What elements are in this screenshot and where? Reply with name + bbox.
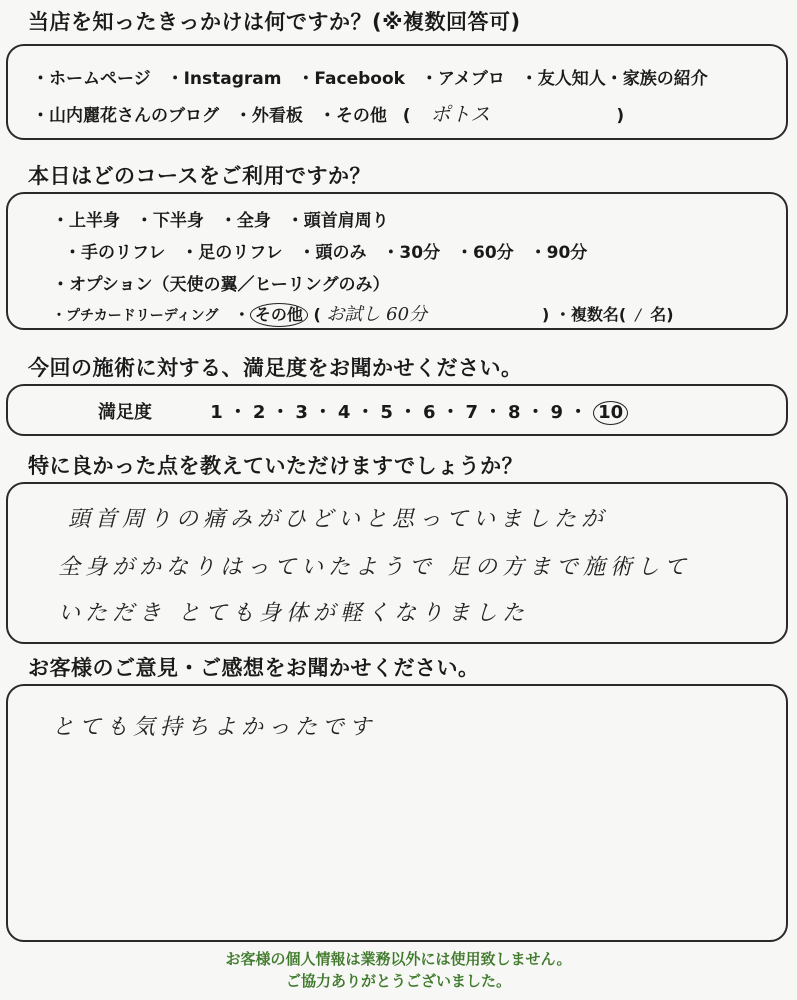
q1-options-row1 bbox=[32, 64, 718, 89]
q5-answer-line: とても気持ちよかったです bbox=[52, 715, 377, 740]
q1-option-homepage[interactable]: ・ホームページ bbox=[32, 69, 151, 89]
q1-option-ameblo[interactable]: ・アメブロ bbox=[420, 69, 505, 89]
satisfaction-option-7[interactable]: 7 bbox=[465, 402, 478, 423]
q2-option-other-circled[interactable]: その他 bbox=[250, 303, 308, 327]
scale-separator: ・ bbox=[228, 402, 247, 423]
q2-option-foot-reflexology[interactable]: ・足のリフレ bbox=[181, 243, 283, 263]
q4-answer-line: 頭首周りの痛みがひどいと思っていましたが bbox=[68, 507, 609, 532]
satisfaction-option-4[interactable]: 4 bbox=[337, 402, 351, 423]
q2-option-head-only[interactable]: ・頭のみ bbox=[298, 243, 367, 263]
q4-box bbox=[6, 482, 788, 644]
q2-option-upper-body[interactable]: ・上半身 bbox=[52, 211, 120, 231]
satisfaction-option-5[interactable]: 5 bbox=[380, 402, 393, 423]
q1-option-blog[interactable]: ・山内麗花さんのブログ bbox=[32, 106, 219, 126]
q1-options-row2 bbox=[32, 98, 624, 127]
satisfaction-option-6[interactable]: 6 bbox=[422, 402, 436, 423]
q2-option-head-neck-shoulder[interactable]: ・頭首肩周り bbox=[286, 211, 389, 231]
scale-separator: ・ bbox=[356, 402, 375, 423]
satisfaction-option-3[interactable]: 3 bbox=[295, 402, 308, 423]
q2-option-lower-body[interactable]: ・下半身 bbox=[135, 211, 204, 231]
q2-row2 bbox=[64, 238, 597, 263]
q2-option-add-on[interactable]: ・オプション（天使の翼／ヒーリングのみ） bbox=[52, 275, 390, 295]
q2-option-60min[interactable]: ・60分 bbox=[456, 243, 514, 263]
q3-satisfaction-label: 満足度 bbox=[98, 402, 152, 423]
q2-option-card-reading[interactable]: ・プチカードリーディング bbox=[52, 308, 219, 324]
q2-other-close-paren: ) bbox=[541, 305, 550, 324]
q3-satisfaction-scale bbox=[204, 402, 634, 423]
q2-option-90min[interactable]: ・90分 bbox=[529, 243, 588, 263]
scale-separator: ・ bbox=[313, 402, 332, 423]
q5-box bbox=[6, 684, 788, 942]
satisfaction-option-9[interactable]: 9 bbox=[550, 402, 564, 423]
q2-row4 bbox=[52, 300, 674, 327]
satisfaction-option-1[interactable]: 1 bbox=[210, 402, 223, 423]
scale-separator: ・ bbox=[569, 402, 588, 423]
q1-option-instagram[interactable]: ・Instagram bbox=[166, 69, 282, 89]
q1-option-friend-family[interactable]: ・友人知人・家族の紹介 bbox=[520, 69, 708, 89]
footer-privacy-note: お客様の個人情報は業務以外には使用致しません。 bbox=[225, 950, 572, 968]
q3-box bbox=[6, 384, 788, 436]
q2-option-hand-reflexology[interactable]: ・手のリフレ bbox=[64, 243, 166, 263]
q1-other-answer[interactable]: ポトス bbox=[430, 102, 491, 126]
q2-option-multiple-people[interactable]: ・複数名( bbox=[554, 305, 627, 324]
footer-thanks: ご協力ありがとうございました。 bbox=[285, 972, 511, 990]
q2-multiple-suffix: 名) bbox=[650, 305, 674, 324]
scale-separator: ・ bbox=[398, 402, 417, 423]
q2-option-30min[interactable]: ・30分 bbox=[382, 243, 441, 263]
scale-separator: ・ bbox=[484, 402, 502, 423]
q1-option-signboard[interactable]: ・外看板 bbox=[234, 106, 303, 126]
satisfaction-option-8[interactable]: 8 bbox=[508, 402, 521, 423]
q2-other-prefix: ・ bbox=[233, 305, 250, 324]
q5-title: お客様のご意見・ご感想をお聞かせください。 bbox=[28, 656, 480, 680]
scale-separator: ・ bbox=[271, 402, 290, 423]
q1-box bbox=[6, 44, 788, 140]
q2-box bbox=[6, 192, 788, 330]
satisfaction-option-2[interactable]: 2 bbox=[252, 402, 266, 423]
q1-title: 当店を知ったきっかけは何ですか？(※複数回答可) bbox=[28, 10, 521, 34]
q1-other-open-paren: ( bbox=[402, 106, 411, 126]
scale-separator: ・ bbox=[441, 402, 460, 423]
q2-other-answer[interactable]: お試し 60分 bbox=[326, 304, 428, 325]
q2-title: 本日はどのコースをご利用ですか？ bbox=[28, 164, 371, 188]
q4-title: 特に良かった点を教えていただけますでしょうか？ bbox=[28, 454, 524, 478]
q3-title: 今回の施術に対する、満足度をお聞かせください。 bbox=[28, 356, 523, 380]
q2-other-open-paren: ( bbox=[313, 305, 321, 324]
q4-answer-line: 全身がかなりはっていたようで 足の方まで施術して bbox=[58, 555, 691, 580]
q2-row1 bbox=[52, 206, 399, 231]
q2-multiple-answer[interactable]: / bbox=[635, 305, 641, 324]
q1-other-close-paren: ) bbox=[616, 106, 625, 126]
q1-option-other[interactable]: ・その他 bbox=[318, 106, 387, 126]
q1-option-facebook[interactable]: ・Facebook bbox=[297, 69, 405, 89]
q4-answer-line: いただき とても身体が軽くなりました bbox=[58, 601, 529, 626]
q3-satisfaction-row bbox=[98, 398, 634, 425]
q2-option-full-body[interactable]: ・全身 bbox=[219, 211, 271, 231]
scale-separator: ・ bbox=[526, 402, 545, 423]
satisfaction-option-10[interactable]: 10 bbox=[593, 401, 628, 425]
